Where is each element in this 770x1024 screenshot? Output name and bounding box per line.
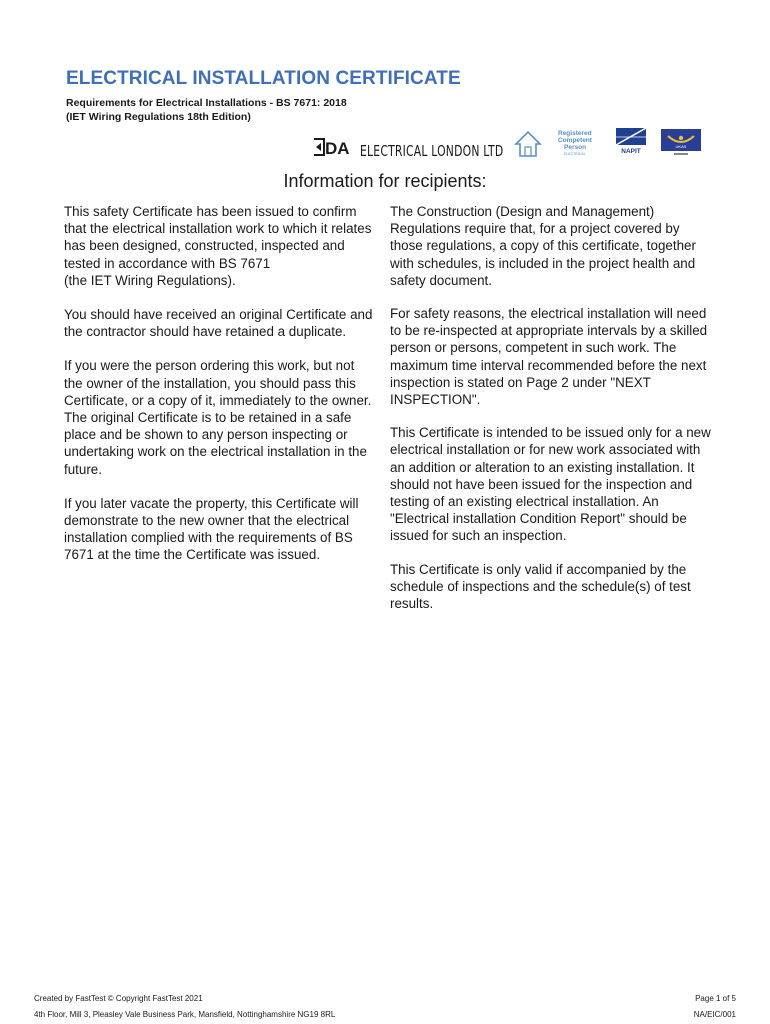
left-paragraph: If you were the person ordering this work, but not the owner of the installation, you should pass this Certificate, or a copy of it, immediately to the owner. The original Certificate is to be retained in a safe place and be shown to any person inspecting or undertaking work on the electrical installation in the future. — [64, 358, 372, 477]
ukas-logo-icon — [660, 128, 702, 156]
right-paragraph: This Certificate is intended to be issued only for a new electrical installation or for new work associated with an addition or alteration to an existing installation. It should not have been issued for the inspection and testing of an existing electrical installation. An "Electrical installation Condition Report" should be issued for such an inspection. — [390, 425, 711, 544]
left-column — [64, 203, 374, 564]
edition-subtitle: (IET Wiring Regulations 18th Edition) — [66, 111, 251, 123]
section-heading: Information for recipients: — [283, 171, 487, 191]
napit-text: NAPIT — [621, 148, 641, 155]
rcp-text-1: Registered — [558, 130, 592, 137]
right-paragraph: For safety reasons, the electrical installation will need to be re-inspected at appropriate intervals by a skilled person or persons, competent in such work. The maximum time interval recommended before the next inspection is stated on Page 2 under "NEXT INSPECTION". — [390, 306, 708, 408]
da-logo-icon — [312, 136, 354, 158]
rcp-text-4: ELECTRICAL — [564, 152, 586, 156]
footer-page-number: Page 1 of 5 — [695, 994, 736, 1003]
right-paragraph: This Certificate is only valid if accompanied by the schedule of inspections and the schedule(s) of test results. — [390, 561, 691, 612]
footer-reference: NA/EIC/001 — [693, 1010, 736, 1019]
footer-address: 4th Floor, Mill 3, Pleasley Vale Business Park, Mansfield, Nottinghamshire NG19 8RL — [34, 1010, 336, 1019]
da-mark-text: DA — [325, 139, 350, 158]
napit-logo-icon — [612, 127, 650, 155]
certificate-title: ELECTRICAL INSTALLATION CERTIFICATE — [66, 68, 461, 89]
regulation-subtitle: Requirements for Electrical Installations - BS 7671: 2018 — [66, 97, 347, 109]
right-paragraph: The Construction (Design and Management) Regulations require that, for a project covered by those regulations, a copy of this certificate, together with schedules, is included in the project health and safety document. — [390, 204, 696, 288]
left-paragraph: You should have received an original Certificate and the contractor should have retained a duplicate. — [64, 307, 373, 340]
company-name: ELECTRICAL LONDON LTD — [360, 142, 504, 160]
right-column — [390, 203, 716, 612]
footer-copyright: Created by FastTest © Copyright FastTest 2021 — [34, 994, 203, 1003]
registered-competent-person-logo-icon — [514, 126, 606, 158]
left-paragraph: If you later vacate the property, this Certificate will demonstrate to the new owner that the electrical installation complied with the requirements of BS 7671 at the time the Certificate was issued. — [64, 495, 359, 563]
ukas-text: UKAS — [675, 144, 687, 149]
rcp-text-2: Competent — [558, 137, 592, 144]
left-paragraph: This safety Certificate has been issued to confirm that the electrical installation work to which it relates has been designed, constructed, inspected and tested in accordance with BS 7671 (the IET Wiring Regulations). — [64, 204, 372, 288]
rcp-text-3: Person — [564, 144, 587, 151]
